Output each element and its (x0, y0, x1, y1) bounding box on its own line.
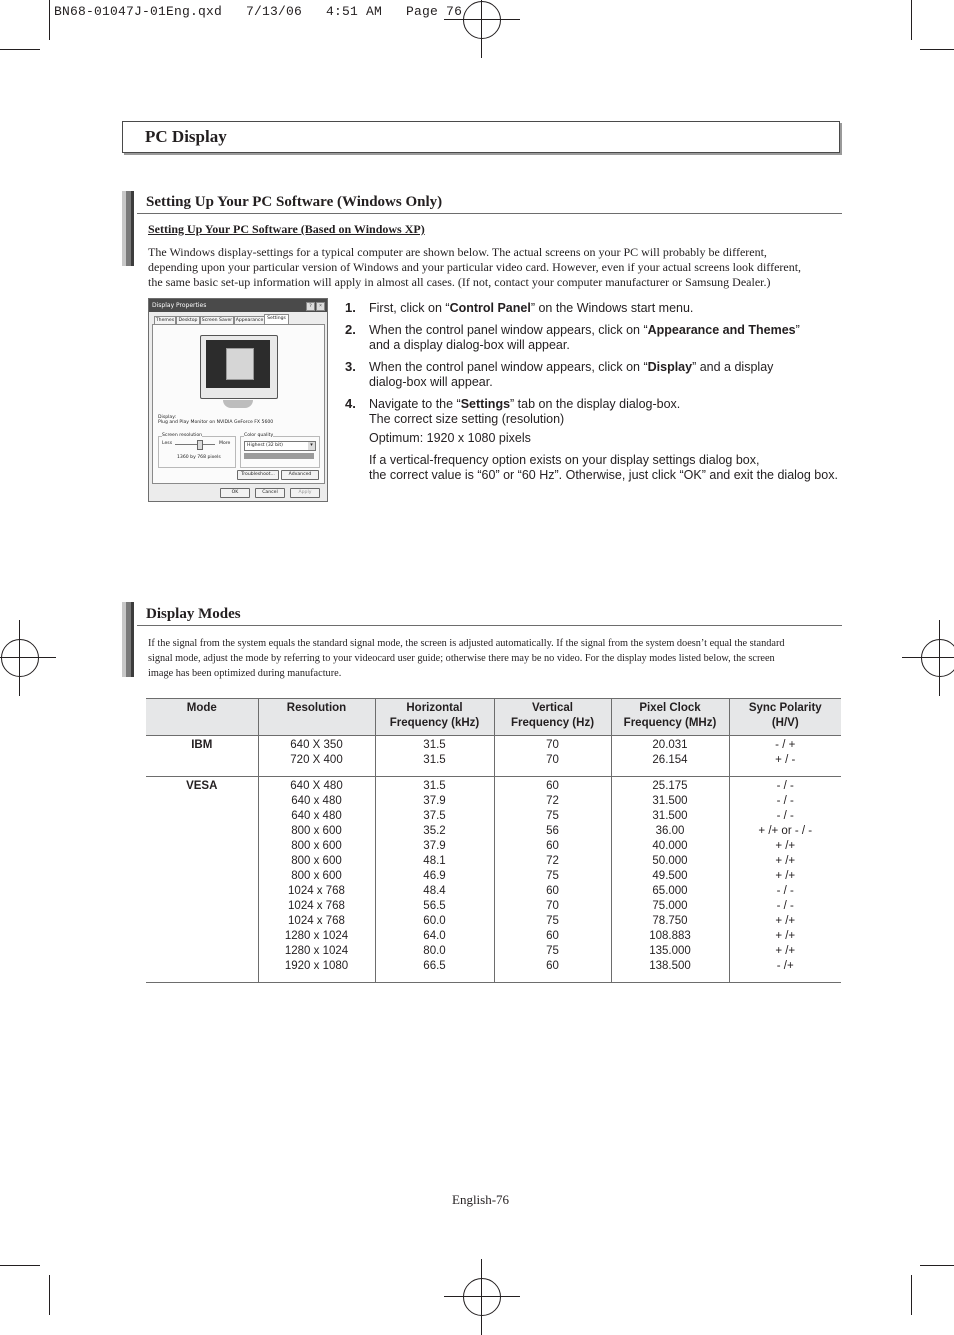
display-properties-dialog (148, 298, 328, 502)
crop-mark (920, 49, 954, 50)
resolution-value: 800 x 600 (291, 840, 342, 852)
resolution-value: 1360 by 768 pixels (177, 455, 221, 460)
color-bar (244, 453, 314, 459)
vfreq-value: 60 (546, 780, 559, 792)
hfreq-value: 60.0 (423, 915, 446, 927)
column-header: Horizontal Frequency (kHz) (375, 699, 494, 736)
subsection-title: Setting Up Your PC Software (Based on Windows XP) (148, 222, 425, 236)
resolution-value: 640 x 480 (291, 795, 342, 807)
hfreq-value: 46.9 (423, 870, 446, 882)
note-text: If a vertical-frequency option exists on your display settings dialog box, (369, 453, 760, 467)
section-title: Display Modes (146, 606, 241, 622)
section-rule (137, 213, 842, 214)
dialog-title-bar (149, 299, 327, 312)
sync-cell (729, 777, 841, 983)
sync-value: + /+ (775, 840, 796, 852)
hfreq-value: 48.4 (423, 885, 446, 897)
vfreq-value: 75 (546, 945, 559, 957)
vfreq-value: 75 (546, 915, 559, 927)
pclk-value: 31.500 (652, 810, 688, 822)
pclk-value: 26.154 (652, 754, 688, 766)
tab-settings[interactable]: Settings (264, 314, 289, 325)
vfreq-value: 60 (546, 885, 559, 897)
step-number: 1. (345, 300, 356, 315)
pclk-value: 31.500 (652, 795, 688, 807)
vfreq-value: 72 (546, 795, 559, 807)
registration-mark-bottom (462, 1277, 502, 1317)
vfreq-value: 56 (546, 825, 559, 837)
step-emphasis: Settings (460, 397, 511, 411)
step-emphasis: Display (647, 360, 693, 374)
resolution-value: 1024 x 768 (288, 900, 345, 912)
chevron-down-icon: ▾ (308, 442, 315, 450)
resolution-value: 1920 x 1080 (284, 960, 349, 972)
print-header: BN68-01047J-01Eng.qxd 7/13/06 4:51 AM Page 76 (54, 4, 463, 19)
pclk-cell (611, 777, 729, 983)
resolution-value: 1280 x 1024 (284, 930, 349, 942)
intro-line: The Windows display-settings for a typical computer are shown below. The actual screens on your PC will probably be different, (148, 245, 767, 259)
vfreq-cell (494, 736, 611, 777)
close-icon[interactable]: × (316, 302, 325, 311)
intro-paragraph (148, 245, 853, 290)
step-number: 2. (345, 322, 356, 337)
sync-value: + / - (775, 754, 796, 766)
resolution-value: 720 X 400 (290, 754, 343, 766)
intro-line: the same basic set-up information will apply in almost all cases. (If not, contact your computer manufacturer or Samsung Dealer.) (148, 275, 771, 289)
page-title-box (122, 121, 840, 153)
sync-value: - /+ (776, 960, 794, 972)
less-label: Less (162, 441, 173, 446)
hfreq-value: 37.9 (423, 795, 446, 807)
sync-value: + /+ or - / - (758, 825, 813, 837)
pclk-value: 75.000 (652, 900, 688, 912)
dialog-title: Display Properties (152, 302, 207, 309)
hfreq-value: 56.5 (423, 900, 446, 912)
step-text: When the control panel window appears, click on “ (369, 323, 648, 337)
vfreq-value: 75 (546, 870, 559, 882)
tab-desktop[interactable]: Desktop (176, 316, 200, 326)
hfreq-value: 37.5 (423, 810, 446, 822)
section-sidebar-bar (122, 602, 134, 677)
pclk-value: 65.000 (652, 885, 688, 897)
pclk-value: 108.883 (649, 930, 691, 942)
pclk-value: 138.500 (649, 960, 691, 972)
vfreq-value: 60 (546, 930, 559, 942)
section-title: Setting Up Your PC Software (Windows Only) (146, 194, 443, 210)
table-row (146, 777, 841, 983)
sync-value: - / - (776, 885, 794, 897)
monitor-image (200, 335, 278, 399)
sync-cell (729, 736, 841, 777)
hfreq-cell (375, 777, 494, 983)
crop-mark (0, 49, 40, 50)
column-header: Pixel Clock Frequency (MHz) (611, 699, 729, 736)
step-text: When the control panel window appears, click on “ (369, 360, 648, 374)
hfreq-value: 48.1 (423, 855, 446, 867)
pclk-value: 25.175 (652, 780, 688, 792)
sync-value: - / - (776, 900, 794, 912)
sync-value: + /+ (775, 915, 796, 927)
vfreq-value: 72 (546, 855, 559, 867)
hfreq-value: 31.5 (423, 739, 446, 751)
step-text: ” and a display (692, 360, 774, 374)
section-rule (137, 625, 842, 626)
registration-mark-left (0, 638, 40, 678)
step-text: Navigate to the “ (369, 397, 461, 411)
sync-value: - / - (776, 810, 794, 822)
hfreq-value: 66.5 (423, 960, 446, 972)
vfreq-value: 75 (546, 810, 559, 822)
column-header: Vertical Frequency (Hz) (494, 699, 611, 736)
vfreq-value: 60 (546, 840, 559, 852)
resolution-value: 1024 x 768 (288, 885, 345, 897)
ok-button[interactable]: OK (220, 488, 250, 498)
step-number: 3. (345, 359, 356, 374)
tab-screen-saver[interactable]: Screen Saver (200, 316, 234, 326)
step-text: ” tab on the display dialog-box. (510, 397, 681, 411)
vfreq-value: 70 (546, 900, 559, 912)
tab-themes[interactable]: Themes (154, 316, 176, 326)
pclk-value: 135.000 (649, 945, 691, 957)
color-label: Color quality (244, 433, 274, 438)
hfreq-value: 31.5 (423, 754, 446, 766)
pclk-value: 20.031 (652, 739, 688, 751)
page-number: English-76 (452, 1192, 510, 1207)
pclk-value: 36.00 (655, 825, 685, 837)
cancel-button[interactable]: Cancel (255, 488, 285, 498)
hfreq-cell (375, 736, 494, 777)
crop-mark (911, 0, 912, 40)
step-text: ” (795, 323, 800, 337)
advanced-button[interactable]: Advanced (281, 470, 319, 480)
registration-mark-right (920, 638, 954, 678)
section-sidebar-bar (122, 191, 134, 266)
step-text: The correct size setting (resolution) (369, 412, 565, 426)
optimum-resolution: Optimum: 1920 x 1080 pixels (369, 431, 531, 445)
step-text: ” on the Windows start menu. (530, 301, 694, 315)
registration-mark-top (462, 0, 502, 40)
hfreq-value: 37.9 (423, 840, 446, 852)
sync-value: + /+ (775, 945, 796, 957)
hfreq-value: 64.0 (423, 930, 446, 942)
hfreq-value: 80.0 (423, 945, 446, 957)
pclk-value: 40.000 (652, 840, 688, 852)
vfreq-value: 70 (546, 754, 559, 766)
column-header: Resolution (258, 699, 375, 736)
resolution-value: 640 X 350 (290, 739, 343, 751)
sync-value: - / - (776, 795, 794, 807)
column-header: Sync Polarity (H/V) (729, 699, 841, 736)
step-text: and a display dialog-box will appear. (369, 338, 570, 352)
tab-appearance[interactable]: Appearance (234, 316, 265, 326)
intro-line: signal mode, adjust the mode by referring to your videocard user guide; otherwise there may be no video. For the display modes listed below, the screen (148, 653, 775, 664)
intro-line: depending upon your particular version of Windows and your particular video card. However, even if your actual screens look different, (148, 260, 802, 274)
resolution-slider-thumb[interactable] (197, 440, 203, 450)
resolution-value: 800 x 600 (291, 855, 342, 867)
page-title: PC Display (145, 127, 227, 146)
crop-mark (920, 1265, 954, 1266)
crop-mark (911, 1275, 912, 1315)
resolution-value: 640 X 480 (290, 780, 343, 792)
step-emphasis: Control Panel (449, 301, 531, 315)
column-header: Mode (146, 699, 258, 736)
resolution-cell (258, 736, 375, 777)
sync-value: - / - (776, 780, 794, 792)
resolution-value: 800 x 600 (291, 825, 342, 837)
resolution-value: 640 x 480 (291, 810, 342, 822)
step-emphasis: Appearance and Themes (647, 323, 796, 337)
vfreq-value: 70 (546, 739, 559, 751)
color-quality-value: Highest (32 bit) (247, 443, 283, 448)
display-label: Display: (158, 415, 177, 420)
hfreq-value: 31.5 (423, 780, 446, 792)
step-text: dialog-box will appear. (369, 375, 493, 389)
more-label: More (219, 441, 231, 446)
note-text: the correct value is “60” or “60 Hz”. Otherwise, just click “OK” and exit the dialog box. (369, 468, 838, 482)
resolution-value: 800 x 600 (291, 870, 342, 882)
step-text: First, click on “ (369, 301, 450, 315)
mode-cell: VESA (146, 777, 258, 983)
sync-value: + /+ (775, 855, 796, 867)
step-number: 4. (345, 396, 356, 411)
mode-cell: IBM (146, 736, 258, 777)
table-row (146, 736, 841, 777)
pclk-cell (611, 736, 729, 777)
display-value: Plug and Play Monitor on NVIDIA GeForce FX 5600 (158, 420, 274, 425)
apply-button[interactable]: Apply (290, 488, 320, 498)
display-modes-table (146, 698, 841, 983)
pclk-value: 78.750 (652, 915, 688, 927)
crop-mark (0, 1265, 40, 1266)
vfreq-cell (494, 777, 611, 983)
settings-panel (152, 324, 325, 484)
display-modes-intro (148, 636, 848, 681)
intro-line: If the signal from the system equals the standard signal mode, the screen is adjusted automatically. If the signal from the system doesn’t equal the standard (148, 638, 785, 649)
color-quality-select[interactable] (244, 441, 316, 451)
table-header-row (146, 699, 841, 736)
sync-value: + /+ (775, 870, 796, 882)
resolution-label: Screen resolution (162, 433, 203, 438)
resolution-slider-track[interactable] (175, 444, 215, 445)
hfreq-value: 35.2 (423, 825, 446, 837)
vfreq-value: 60 (546, 960, 559, 972)
crop-mark (49, 1275, 50, 1315)
resolution-cell (258, 777, 375, 983)
resolution-value: 1280 x 1024 (284, 945, 349, 957)
troubleshoot-button[interactable]: Troubleshoot... (237, 470, 279, 480)
resolution-value: 1024 x 768 (288, 915, 345, 927)
sync-value: + /+ (775, 930, 796, 942)
help-icon[interactable]: ? (306, 302, 315, 311)
intro-line: image has been optimized during manufacture. (148, 668, 342, 679)
pclk-value: 49.500 (652, 870, 688, 882)
pclk-value: 50.000 (652, 855, 688, 867)
sync-value: - / + (775, 739, 796, 751)
crop-mark (49, 0, 50, 40)
